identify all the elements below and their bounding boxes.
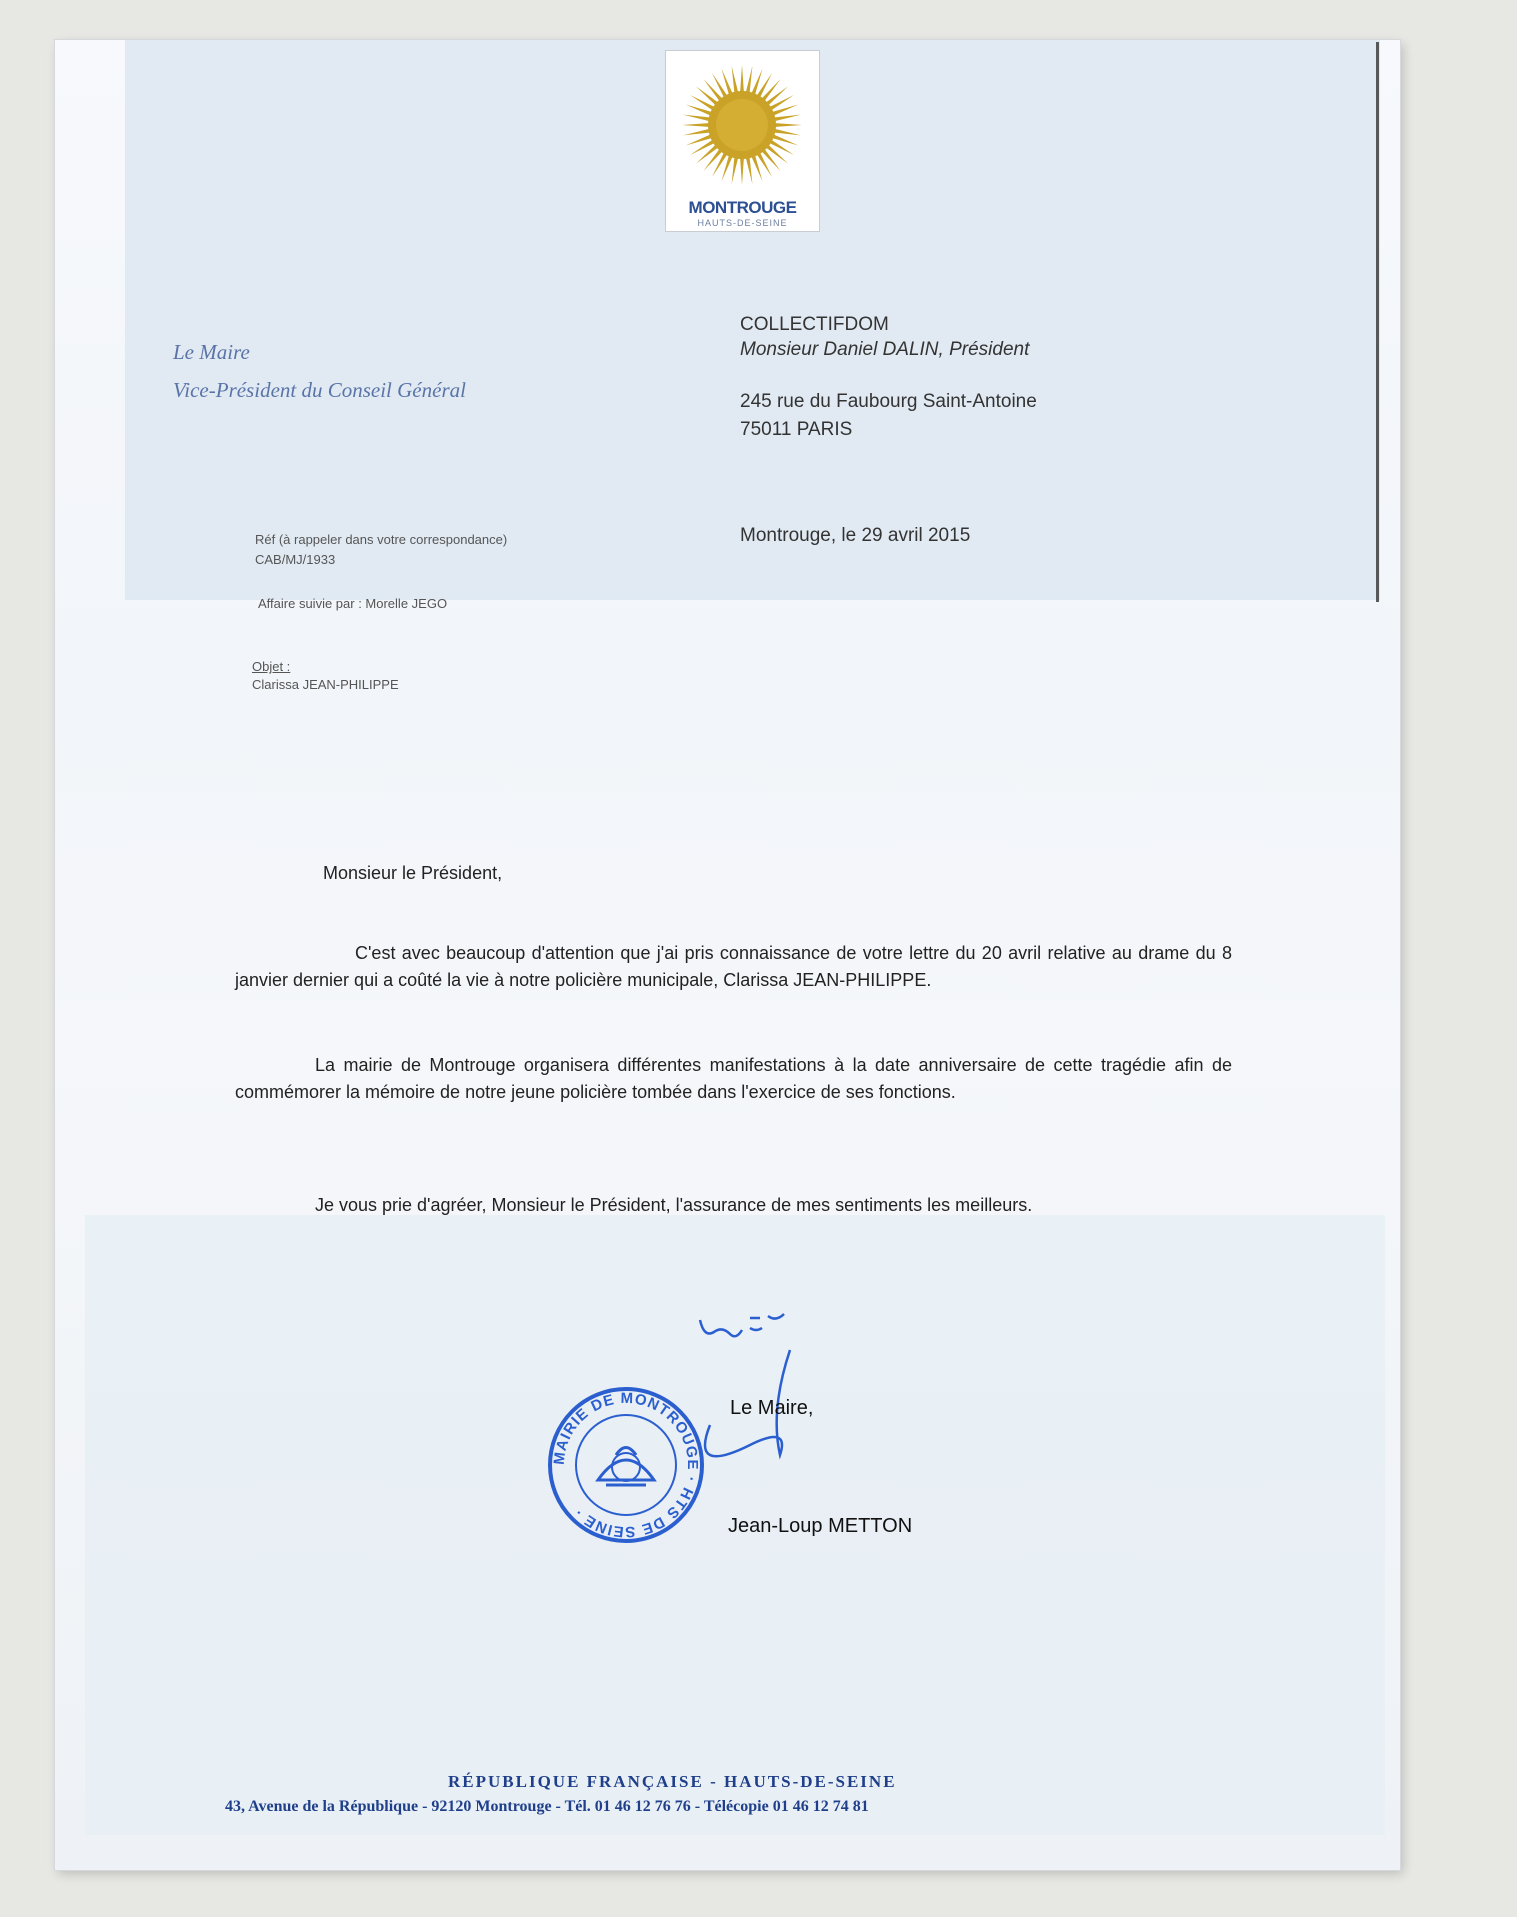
recipient-person: Monsieur Daniel DALIN, Président bbox=[740, 339, 1030, 360]
recipient-city: 75011 PARIS bbox=[740, 419, 853, 440]
signature-name: Jean-Loup METTON bbox=[728, 1515, 913, 1537]
logo-name: MONTROUGE bbox=[688, 198, 797, 217]
city-hall-stamp bbox=[546, 1385, 706, 1545]
footer-address: 43, Avenue de la République - 92120 Montrouge - Tél. 01 46 12 76 76 - Télécopie 01 46 12 74 81 bbox=[225, 1798, 869, 1815]
sun-emblem-icon bbox=[678, 61, 807, 196]
sender-subtitle: Vice-Président du Conseil Général bbox=[173, 378, 466, 402]
letter-date: Montrouge, le 29 avril 2015 bbox=[740, 525, 971, 546]
followed-by: Affaire suivie par : Morelle JEGO bbox=[258, 596, 448, 611]
object-label: Objet : bbox=[252, 659, 291, 674]
footer-republic: RÉPUBLIQUE FRANÇAISE - HAUTS-DE-SEINE bbox=[448, 1772, 897, 1791]
object-value: Clarissa JEAN-PHILIPPE bbox=[252, 677, 399, 692]
svg-text:MAIRIE DE MONTROUGE · HTS DE S: MAIRIE DE MONTROUGE · HTS DE SEINE · bbox=[550, 1389, 702, 1541]
reference-label: Réf (à rappeler dans votre correspondance) bbox=[255, 532, 508, 547]
recipient-org: COLLECTIFDOM bbox=[740, 314, 889, 335]
sender-title: Le Maire bbox=[173, 340, 250, 364]
recipient-street: 245 rue du Faubourg Saint-Antoine bbox=[740, 391, 1037, 412]
signature-title: Le Maire, bbox=[730, 1397, 814, 1419]
montrouge-logo bbox=[665, 50, 820, 232]
handwritten-signature-icon bbox=[690, 1300, 880, 1470]
paragraph-3: Je vous prie d'agréer, Monsieur le Président, l'assurance de mes sentiments les meilleurs. bbox=[315, 1195, 1033, 1215]
salutation: Monsieur le Président, bbox=[323, 863, 503, 883]
page-edge-shadow bbox=[1376, 42, 1379, 602]
logo-subtitle: HAUTS-DE-SEINE bbox=[697, 218, 788, 228]
reference-value: CAB/MJ/1933 bbox=[255, 552, 336, 567]
paragraph-1: C'est avec beaucoup d'attention que j'ai pris connaissance de votre lettre du 20 avril relative au drame du 8 janvier dernier qui a coûté la vie à notre policière municipale, Clarissa JEAN-PHILIPPE. bbox=[235, 943, 1232, 990]
paragraph-2: La mairie de Montrouge organisera différentes manifestations à la date anniversaire de cette tragédie afin de commémorer la mémoire de notre jeune policière tombée dans l'exercice de ses fonctions. bbox=[235, 1055, 1232, 1102]
